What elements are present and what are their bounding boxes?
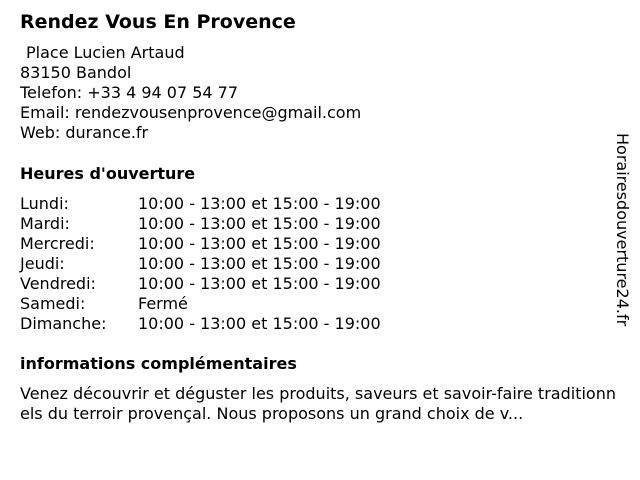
address-block (20, 43, 361, 143)
time-value: 10:00 - 13:00 et 15:00 - 19:00 (138, 314, 381, 333)
opening-hours-table (20, 194, 381, 334)
hours-row-tuesday (20, 214, 381, 234)
phone-line: Telefon: +33 4 94 07 54 77 (20, 83, 239, 102)
site-brand-vertical: Horairesdouverture24.fr (613, 133, 632, 327)
business-description: Venez découvrir et déguster les produits, saveurs et savoir-faire traditionnels du terroir provençal. Nous proposons un grand choix de v... (20, 384, 616, 423)
hours-row-sunday (20, 314, 381, 334)
time-value: 10:00 - 13:00 et 15:00 - 19:00 (138, 254, 381, 273)
day-label: Vendredi: (20, 274, 96, 293)
day-label: Mardi: (20, 214, 70, 233)
time-value: 10:00 - 13:00 et 15:00 - 19:00 (138, 234, 381, 253)
time-value: 10:00 - 13:00 et 15:00 - 19:00 (138, 274, 381, 293)
opening-hours-heading: Heures d'ouverture (20, 164, 196, 183)
day-label: Dimanche: (20, 314, 107, 333)
hours-row-friday (20, 274, 381, 294)
city-postal: 83150 Bandol (20, 63, 132, 82)
additional-info-heading: informations complémentaires (20, 354, 297, 373)
business-name: Rendez Vous En Provence (20, 11, 296, 33)
hours-row-saturday (20, 294, 381, 314)
day-label: Jeudi: (20, 254, 65, 273)
email-line: Email: rendezvousenprovence@gmail.com (20, 103, 362, 122)
day-label: Mercredi: (20, 234, 95, 253)
time-value: 10:00 - 13:00 et 15:00 - 19:00 (138, 214, 381, 233)
hours-row-wednesday (20, 234, 381, 254)
hours-row-monday (20, 194, 381, 214)
day-label: Samedi: (20, 294, 86, 313)
street-address: Place Lucien Artaud (26, 43, 185, 62)
time-value: 10:00 - 13:00 et 15:00 - 19:00 (138, 194, 381, 213)
web-line: Web: durance.fr (20, 123, 149, 142)
hours-row-thursday (20, 254, 381, 274)
day-label: Lundi: (20, 194, 69, 213)
time-value: Fermé (138, 294, 188, 313)
